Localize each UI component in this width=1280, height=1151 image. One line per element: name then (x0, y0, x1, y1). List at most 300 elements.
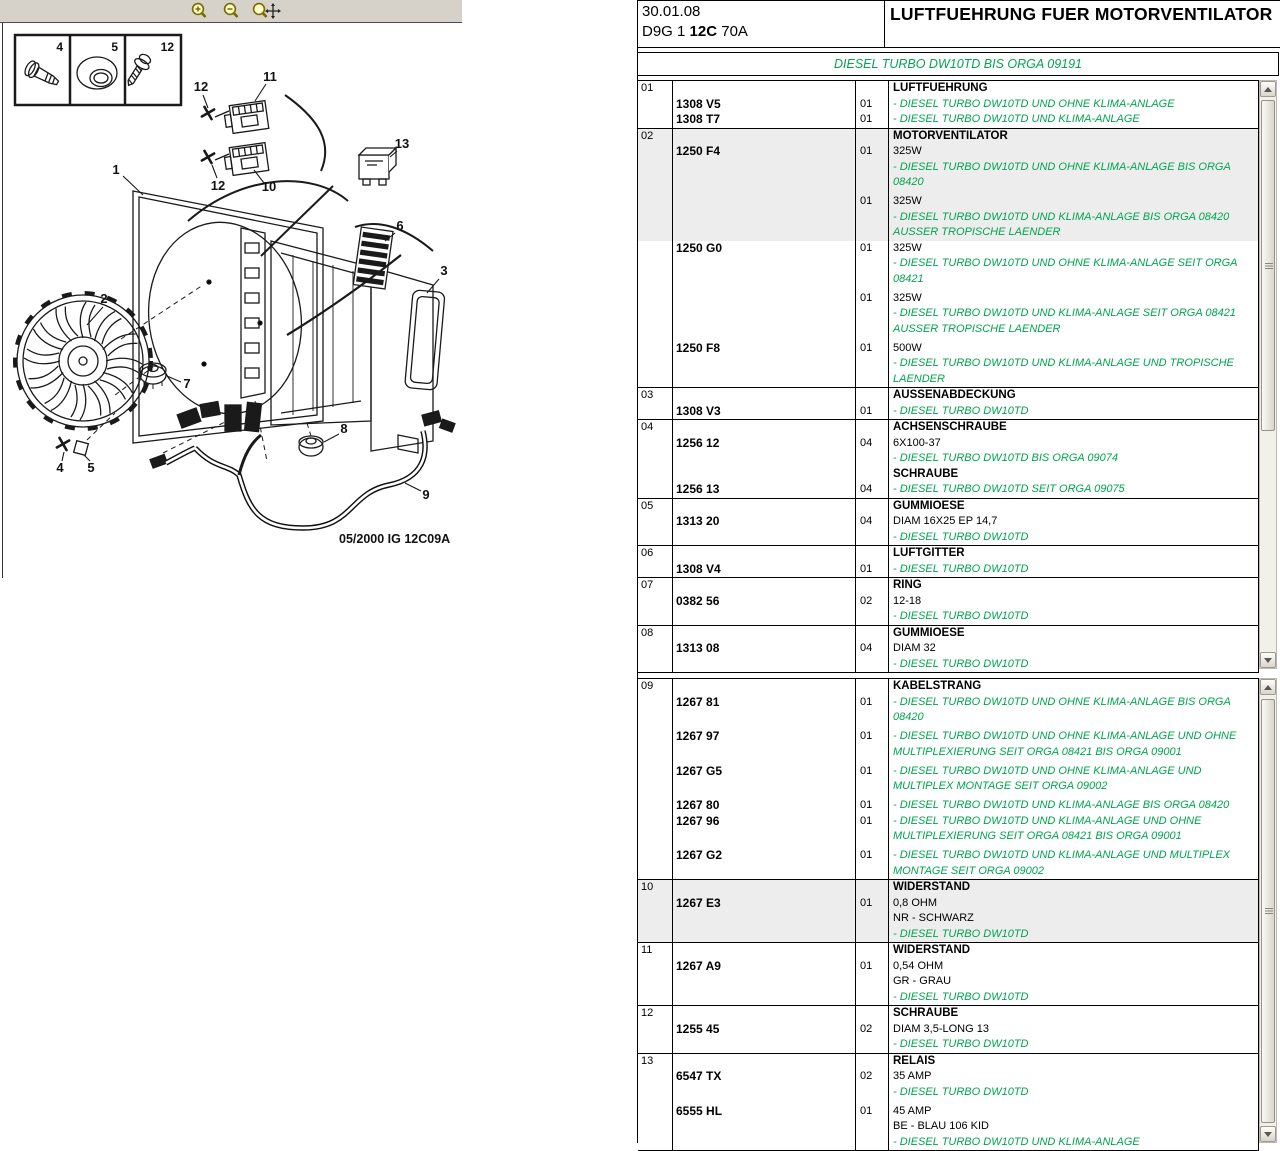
part-reference[interactable]: 1308 V3 (672, 404, 855, 420)
row-index: 03 (641, 389, 654, 401)
row-index (638, 404, 672, 420)
row-index (638, 657, 672, 673)
row-index (638, 112, 672, 128)
row-index (638, 210, 672, 226)
description: WIDERSTAND (888, 943, 1258, 959)
quantity (855, 1119, 888, 1135)
part-reference (672, 160, 855, 176)
description: 45 AMP (888, 1100, 1258, 1119)
parts-row[interactable] (638, 256, 1258, 272)
parts-row[interactable] (638, 225, 1258, 241)
part-reference (672, 657, 855, 673)
callout-13[interactable]: 13 (394, 136, 410, 151)
part-reference (672, 191, 855, 210)
part-reference[interactable]: 0382 56 (672, 594, 855, 610)
parts-row[interactable] (638, 845, 1258, 864)
part-reference[interactable]: 1256 13 (672, 482, 855, 498)
parts-row[interactable] (638, 322, 1258, 338)
quantity (855, 530, 888, 546)
row-index: 01 (641, 82, 654, 94)
part-reference[interactable]: 1250 F4 (672, 144, 855, 160)
scroll-down-button[interactable] (1260, 652, 1276, 668)
quantity: 01 (855, 814, 888, 830)
legend-label-12[interactable]: 12 (160, 40, 174, 54)
row-index (638, 160, 672, 176)
parts-section-09 (638, 679, 1258, 879)
diagram-toolbar (0, 0, 462, 23)
part-reference (672, 467, 855, 483)
parts-section-05 (638, 498, 1258, 546)
parts-row[interactable] (638, 795, 1258, 814)
row-index: 11 (641, 944, 653, 956)
row-index (638, 726, 672, 745)
parts-row[interactable] (638, 451, 1258, 467)
part-reference (672, 272, 855, 288)
quantity (855, 372, 888, 388)
part-reference (672, 745, 855, 761)
zoom-pan-icon[interactable] (250, 1, 282, 21)
parts-row[interactable] (638, 112, 1258, 128)
parts-row[interactable] (638, 760, 1258, 779)
quantity: 01 (855, 191, 888, 210)
row-index (638, 896, 672, 912)
parts-row[interactable] (638, 1069, 1258, 1085)
quantity (855, 322, 888, 338)
quantity: 02 (855, 1022, 888, 1038)
parts-row[interactable] (638, 546, 1258, 562)
quantity: 04 (855, 641, 888, 657)
row-index (638, 911, 672, 927)
quantity (855, 609, 888, 625)
part-reference (672, 779, 855, 795)
callout-3[interactable]: 3 (440, 263, 448, 278)
description: KABELSTRANG (888, 679, 1258, 695)
arrow-up-icon (1264, 685, 1272, 690)
row-index (638, 959, 672, 975)
description: MULTIPLEXIERUNG SEIT ORGA 08421 BIS ORGA 09001 (888, 745, 1258, 761)
callout-4[interactable]: 4 (56, 460, 64, 475)
callout-10[interactable]: 10 (261, 179, 277, 194)
quantity (855, 679, 888, 695)
parts-row[interactable] (638, 241, 1258, 257)
quantity: 01 (855, 112, 888, 128)
row-index: 05 (641, 499, 654, 512)
quantity (855, 626, 888, 642)
description: MONTAGE SEIT ORGA 09002 (888, 864, 1258, 880)
row-index: 04 (641, 421, 654, 433)
quantity: 01 (855, 144, 888, 160)
part-reference[interactable]: 1267 80 (672, 795, 855, 814)
cover-panel-art (405, 290, 445, 390)
part-reference (672, 1037, 855, 1053)
parts-row[interactable] (638, 1100, 1258, 1119)
parts-row[interactable] (638, 436, 1258, 452)
parts-row[interactable] (638, 337, 1258, 356)
row-index (638, 745, 672, 761)
resistor-connectors-art (202, 101, 269, 177)
callout-12a[interactable]: 12 (193, 79, 209, 94)
row-index (638, 1037, 672, 1053)
parts-row[interactable] (638, 641, 1258, 657)
part-reference[interactable]: 6547 TX (672, 1069, 855, 1085)
parts-row[interactable] (638, 864, 1258, 880)
part-reference (672, 225, 855, 241)
quantity (855, 943, 888, 959)
parts-row[interactable] (638, 210, 1258, 226)
diagram-caption: 05/2000 IG 12C09A (339, 532, 451, 546)
quantity (855, 451, 888, 467)
quantity (855, 225, 888, 241)
quantity: 01 (855, 795, 888, 814)
header-title-cell (884, 0, 1280, 48)
parts-section-04 (638, 419, 1258, 498)
description: GUMMIOESE (888, 626, 1258, 642)
quantity: 01 (855, 896, 888, 912)
part-reference (672, 880, 855, 896)
description: - DIESEL TURBO DW10TD (888, 530, 1258, 546)
part-reference (672, 1054, 855, 1070)
quantity (855, 745, 888, 761)
part-reference[interactable]: 1308 V5 (672, 97, 855, 113)
part-reference[interactable]: 1267 96 (672, 814, 855, 830)
row-index (638, 372, 672, 388)
parts-row[interactable] (638, 306, 1258, 322)
row-index (638, 814, 672, 830)
parts-row[interactable] (638, 726, 1258, 745)
row-index (638, 1069, 672, 1085)
description: RING (888, 578, 1258, 594)
parts-row[interactable] (638, 974, 1258, 990)
quantity (855, 1135, 888, 1151)
callout-9[interactable]: 9 (422, 487, 430, 502)
scrollbar-upper[interactable] (1259, 80, 1277, 669)
parts-row[interactable] (638, 144, 1258, 160)
parts-row[interactable] (638, 880, 1258, 896)
part-reference[interactable]: 6555 HL (672, 1100, 855, 1119)
parts-row[interactable] (638, 482, 1258, 498)
scroll-down-button[interactable] (1260, 1126, 1276, 1142)
variant-banner: DIESEL TURBO DW10TD BIS ORGA 09191 (638, 52, 1279, 76)
description: - DIESEL TURBO DW10TD UND OHNE KLIMA-ANLAGE UND (888, 760, 1258, 779)
page-title: LUFTFUEHRUNG FUER MOTORVENTILATOR (890, 4, 1273, 24)
parts-row[interactable] (638, 896, 1258, 912)
thumb-grip-icon (1265, 263, 1273, 269)
description: GUMMIOESE (888, 499, 1258, 515)
description: MULTIPLEXIERUNG SEIT ORGA 08421 BIS ORGA 09001 (888, 829, 1258, 845)
part-reference (672, 990, 855, 1006)
scroll-up-button[interactable] (1260, 679, 1276, 695)
parts-row[interactable] (638, 420, 1258, 436)
description: MULTIPLEX MONTAGE SEIT ORGA 09002 (888, 779, 1258, 795)
parts-row[interactable] (638, 81, 1258, 97)
part-reference[interactable]: 1308 V4 (672, 562, 855, 578)
quantity: 01 (855, 726, 888, 745)
parts-section-10 (638, 879, 1258, 942)
parts-row[interactable] (638, 779, 1258, 795)
zoom-out-icon[interactable] (220, 1, 246, 21)
parts-row[interactable] (638, 499, 1258, 515)
description: - DIESEL TURBO DW10TD (888, 609, 1258, 625)
parts-row[interactable] (638, 129, 1258, 145)
description: - DIESEL TURBO DW10TD (888, 1037, 1258, 1053)
part-reference[interactable]: 1267 G2 (672, 845, 855, 864)
quantity (855, 927, 888, 943)
row-index (638, 306, 672, 322)
scrollbar-lower[interactable] (1259, 678, 1277, 1143)
parts-section-11 (638, 942, 1258, 1005)
parts-row[interactable] (638, 745, 1258, 761)
parts-row[interactable] (638, 657, 1258, 673)
part-reference (672, 451, 855, 467)
description: - DIESEL TURBO DW10TD UND OHNE KLIMA-ANLAGE BIS ORGA (888, 160, 1258, 176)
legend-bolt-art (23, 59, 61, 90)
parts-row[interactable] (638, 372, 1258, 388)
part-reference (672, 578, 855, 594)
row-index (638, 436, 672, 452)
part-reference (672, 129, 855, 145)
part-reference (672, 626, 855, 642)
parts-row[interactable] (638, 467, 1258, 483)
quantity (855, 657, 888, 673)
part-reference (672, 609, 855, 625)
part-reference[interactable]: 1313 08 (672, 641, 855, 657)
description: - DIESEL TURBO DW10TD BIS ORGA 09074 (888, 451, 1258, 467)
quantity (855, 864, 888, 880)
row-index (638, 795, 672, 814)
parts-row[interactable] (638, 1085, 1258, 1101)
callout-8[interactable]: 8 (340, 421, 348, 436)
row-index (638, 337, 672, 356)
part-reference (672, 974, 855, 990)
parts-row[interactable] (638, 911, 1258, 927)
parts-row[interactable] (638, 404, 1258, 420)
parts-row[interactable] (638, 356, 1258, 372)
part-reference[interactable]: 1250 G0 (672, 241, 855, 257)
part-reference (672, 710, 855, 726)
row-index (638, 710, 672, 726)
quantity (855, 467, 888, 483)
description: 12-18 (888, 594, 1258, 610)
parts-table-lower (638, 678, 1259, 1151)
quantity (855, 1054, 888, 1070)
parts-row[interactable] (638, 943, 1258, 959)
quantity: 01 (855, 287, 888, 306)
arrow-down-icon (1264, 658, 1272, 663)
parts-row[interactable] (638, 1119, 1258, 1135)
zoom-in-icon[interactable] (188, 1, 214, 21)
part-reference (672, 927, 855, 943)
legend-label-5[interactable]: 5 (111, 40, 118, 54)
part-reference[interactable]: 1255 45 (672, 1022, 855, 1038)
quantity: 01 (855, 760, 888, 779)
row-index (638, 974, 672, 990)
description: - DIESEL TURBO DW10TD (888, 990, 1258, 1006)
parts-row[interactable] (638, 990, 1258, 1006)
quantity (855, 990, 888, 1006)
row-index: 07 (641, 579, 654, 591)
parts-row[interactable] (638, 97, 1258, 113)
part-reference (672, 546, 855, 562)
header-code: D9G 1 12C 70A (642, 23, 748, 40)
quantity (855, 1037, 888, 1053)
part-reference (672, 420, 855, 436)
row-index (638, 1135, 672, 1151)
description: - DIESEL TURBO DW10TD UND KLIMA-ANLAGE UND MULTIPLEX (888, 845, 1258, 864)
parts-row[interactable] (638, 927, 1258, 943)
parts-row[interactable] (638, 814, 1258, 830)
parts-row[interactable] (638, 1054, 1258, 1070)
parts-row[interactable] (638, 562, 1258, 578)
parts-row[interactable] (638, 829, 1258, 845)
part-reference[interactable]: 1267 A9 (672, 959, 855, 975)
part-reference (672, 372, 855, 388)
row-index (638, 562, 672, 578)
quantity (855, 160, 888, 176)
part-reference (672, 388, 855, 404)
part-reference[interactable]: 1267 81 (672, 695, 855, 711)
row-index (638, 482, 672, 498)
scroll-thumb[interactable] (1261, 100, 1275, 431)
parts-row[interactable] (638, 160, 1258, 176)
parts-row[interactable] (638, 959, 1258, 975)
row-index (638, 927, 672, 943)
quantity: 01 (855, 337, 888, 356)
parts-row[interactable] (638, 1135, 1258, 1151)
header-date: 30.01.08 (642, 3, 701, 20)
description: 325W (888, 241, 1258, 257)
description: 0,8 OHM (888, 896, 1258, 912)
quantity: 01 (855, 404, 888, 420)
row-index (638, 287, 672, 306)
part-reference (672, 499, 855, 515)
quantity (855, 880, 888, 896)
parts-row[interactable] (638, 514, 1258, 530)
quantity (855, 499, 888, 515)
callout-6[interactable]: 6 (396, 218, 404, 233)
description: - DIESEL TURBO DW10TD UND OHNE KLIMA-ANLAGE BIS ORGA (888, 695, 1258, 711)
row-index (638, 356, 672, 372)
part-reference (672, 287, 855, 306)
quantity: 01 (855, 959, 888, 975)
row-index (638, 97, 672, 113)
quantity (855, 81, 888, 97)
quantity (855, 129, 888, 145)
row-index (638, 990, 672, 1006)
quantity (855, 306, 888, 322)
parts-row[interactable] (638, 1037, 1258, 1053)
header-date-cell (638, 0, 884, 48)
parts-row[interactable] (638, 594, 1258, 610)
quantity (855, 256, 888, 272)
part-reference[interactable]: 1250 F8 (672, 337, 855, 356)
parts-row[interactable] (638, 272, 1258, 288)
quantity: 04 (855, 514, 888, 530)
row-index (638, 864, 672, 880)
part-reference (672, 256, 855, 272)
description: RELAIS (888, 1054, 1258, 1070)
part-reference (672, 679, 855, 695)
part-reference[interactable]: 1256 12 (672, 436, 855, 452)
legend-label-4[interactable]: 4 (56, 40, 63, 54)
parts-section-07 (638, 577, 1258, 625)
parts-row[interactable] (638, 1006, 1258, 1022)
part-reference[interactable]: 1313 20 (672, 514, 855, 530)
parts-row[interactable] (638, 530, 1258, 546)
callout-2[interactable]: 2 (100, 291, 108, 306)
row-index (638, 1100, 672, 1119)
row-index (638, 594, 672, 610)
parts-row[interactable] (638, 695, 1258, 711)
row-index (638, 225, 672, 241)
description: DIAM 32 (888, 641, 1258, 657)
callout-7[interactable]: 7 (183, 376, 191, 391)
quantity: 01 (855, 562, 888, 578)
row-index (638, 1119, 672, 1135)
quantity (855, 272, 888, 288)
parts-row[interactable] (638, 679, 1258, 695)
part-reference[interactable]: 1267 97 (672, 726, 855, 745)
part-reference (672, 210, 855, 226)
row-index: 06 (641, 547, 654, 559)
part-reference[interactable]: 1267 G5 (672, 760, 855, 779)
parts-section-13 (638, 1053, 1258, 1151)
grommet8-art (299, 436, 323, 456)
description: - DIESEL TURBO DW10TD (888, 562, 1258, 578)
part-reference[interactable]: 1267 E3 (672, 896, 855, 912)
row-index: 02 (641, 129, 654, 142)
quantity: 04 (855, 436, 888, 452)
row-index (638, 1022, 672, 1038)
callout-11[interactable]: 11 (263, 69, 277, 84)
row-index (638, 144, 672, 160)
parts-row[interactable] (638, 287, 1258, 306)
parts-row[interactable] (638, 626, 1258, 642)
parts-row[interactable] (638, 1022, 1258, 1038)
quantity: 02 (855, 1069, 888, 1085)
callout-5[interactable]: 5 (87, 460, 95, 475)
scroll-thumb[interactable] (1261, 699, 1275, 1123)
quantity (855, 1085, 888, 1101)
quantity (855, 388, 888, 404)
legend-box (15, 35, 181, 105)
part-reference (672, 1085, 855, 1101)
parts-row[interactable] (638, 175, 1258, 191)
description: - DIESEL TURBO DW10TD (888, 657, 1258, 673)
parts-row[interactable] (638, 578, 1258, 594)
callout-1[interactable]: 1 (112, 162, 120, 177)
radiator-core-art (241, 228, 433, 453)
row-index (638, 779, 672, 795)
description: 0,54 OHM (888, 959, 1258, 975)
description: - DIESEL TURBO DW10TD UND OHNE KLIMA-ANLAGE (888, 97, 1258, 113)
scroll-up-button[interactable] (1260, 81, 1276, 97)
description: - DIESEL TURBO DW10TD (888, 1085, 1258, 1101)
parts-row[interactable] (638, 710, 1258, 726)
callout-12b[interactable]: 12 (210, 178, 226, 193)
row-index: 08 (641, 626, 654, 639)
parts-section-06 (638, 545, 1258, 577)
parts-row[interactable] (638, 191, 1258, 210)
row-index (638, 191, 672, 210)
row-index (638, 609, 672, 625)
description: DIAM 3,5-LONG 13 (888, 1022, 1258, 1038)
description: LUFTGITTER (888, 546, 1258, 562)
part-reference (672, 943, 855, 959)
row-index (638, 241, 672, 257)
parts-row[interactable] (638, 388, 1258, 404)
part-reference[interactable]: 1308 T7 (672, 112, 855, 128)
parts-row[interactable] (638, 609, 1258, 625)
